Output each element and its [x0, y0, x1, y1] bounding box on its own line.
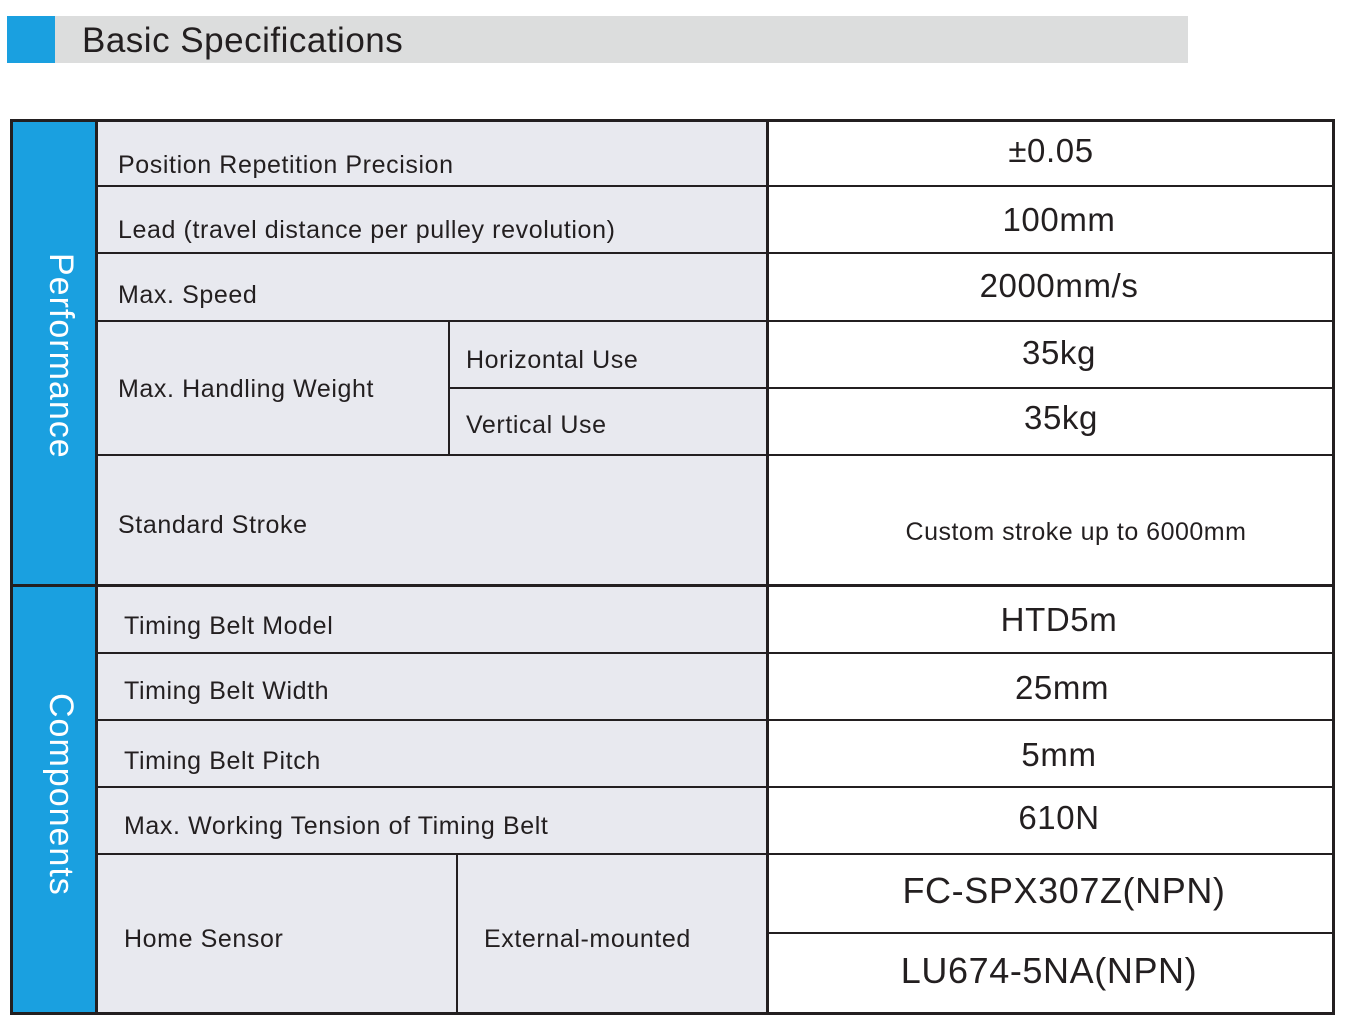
value-stroke: Custom stroke up to 6000mm — [905, 518, 1247, 546]
label-horizontal-use: Horizontal Use — [466, 346, 639, 374]
row-divider — [96, 252, 1334, 254]
group-divider — [10, 584, 1335, 587]
value-precision: ±0.05 — [1008, 132, 1094, 169]
label-home-sensor: Home Sensor — [124, 925, 284, 953]
value-tension: 610N — [1018, 799, 1100, 836]
sensor-subdivider — [456, 854, 458, 1013]
row-divider — [96, 786, 1334, 788]
row-divider — [449, 387, 1334, 389]
border-top — [10, 119, 1335, 122]
value-sensor-2: LU674-5NA(NPN) — [900, 950, 1198, 991]
page-title: Basic Specifications — [82, 21, 404, 60]
row-divider — [96, 652, 1334, 654]
group-performance: Performance — [42, 253, 80, 459]
border-bottom — [10, 1012, 1335, 1015]
border-left — [10, 119, 13, 1015]
label-weight: Max. Handling Weight — [118, 375, 375, 403]
value-horizontal-use: 35kg — [1022, 334, 1096, 371]
label-area — [96, 120, 768, 1014]
value-vertical-use: 35kg — [1024, 399, 1098, 436]
value-lead: 100mm — [1002, 201, 1116, 238]
label-tension: Max. Working Tension of Timing Belt — [124, 812, 549, 840]
label-belt-model: Timing Belt Model — [124, 612, 334, 640]
label-stroke: Standard Stroke — [118, 511, 308, 539]
label-belt-pitch: Timing Belt Pitch — [124, 747, 321, 775]
label-lead: Lead (travel distance per pulley revolution) — [118, 216, 616, 244]
label-belt-width: Timing Belt Width — [124, 677, 330, 705]
row-divider — [96, 853, 1334, 855]
value-speed: 2000mm/s — [979, 267, 1139, 304]
label-precision: Position Repetition Precision — [118, 151, 454, 179]
label-vertical-use: Vertical Use — [466, 411, 607, 439]
value-sensor-1: FC-SPX307Z(NPN) — [902, 870, 1226, 911]
row-divider — [767, 932, 1334, 934]
row-divider — [96, 185, 1334, 187]
label-external-mounted: External-mounted — [484, 925, 691, 953]
row-divider — [96, 454, 1334, 456]
row-divider — [96, 320, 1334, 322]
value-belt-model: HTD5m — [1000, 601, 1118, 638]
header-accent — [7, 16, 55, 63]
label-speed: Max. Speed — [118, 281, 258, 309]
group-components: Components — [42, 693, 80, 896]
weight-subdivider — [448, 321, 450, 455]
value-belt-pitch: 5mm — [1021, 736, 1097, 773]
row-divider — [96, 719, 1334, 721]
value-belt-width: 25mm — [1014, 669, 1110, 706]
